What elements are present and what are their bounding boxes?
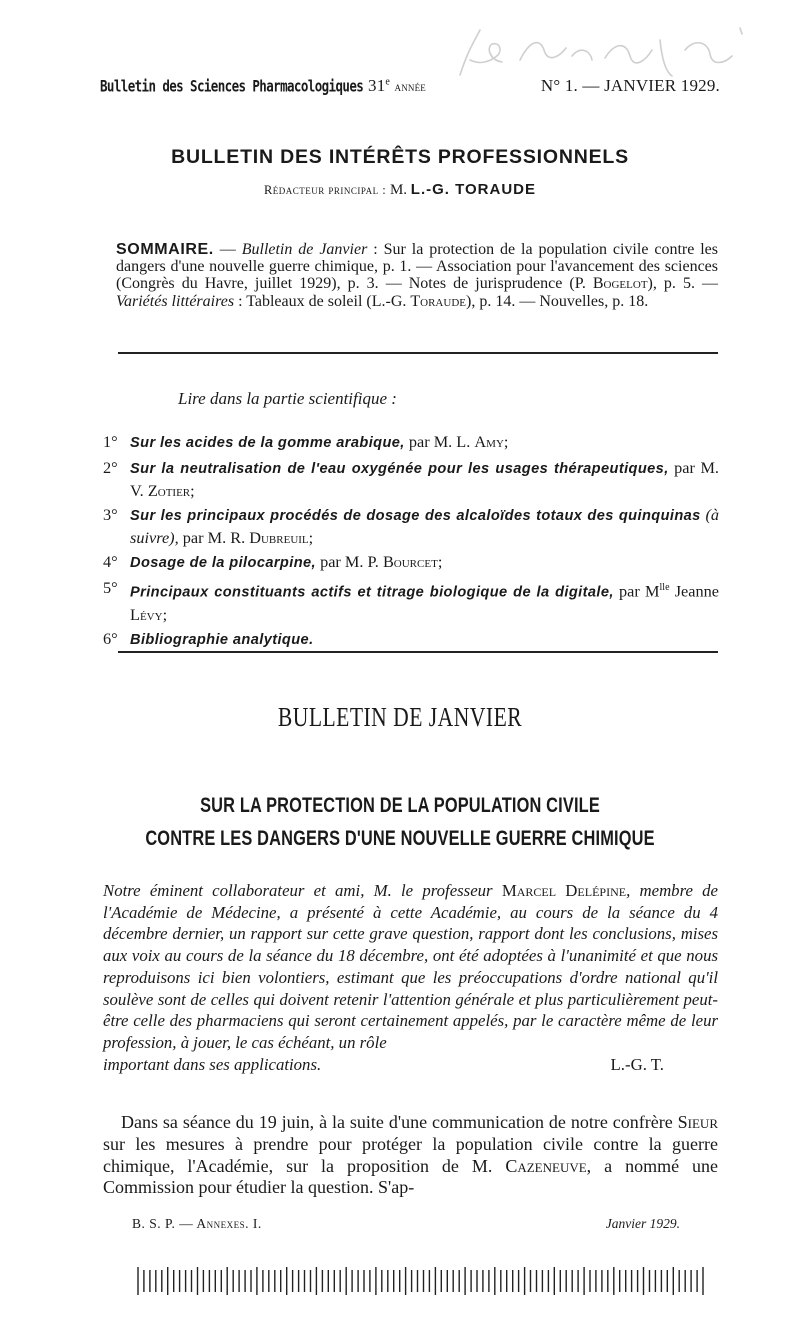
scientific-contents-list xyxy=(103,431,719,653)
section-title: BULLETIN DES INTÉRÊTS PROFESSIONNELS xyxy=(171,146,629,168)
divider xyxy=(118,651,718,653)
footer-reference: B. S. P. — Annexes. I. xyxy=(132,1216,262,1231)
footer-date: Janvier 1929. xyxy=(605,1216,680,1231)
summary: SOMMAIRE. — Bulletin de Janvier : Sur la protection de la population civile contre les dangers d'une nouvelle guerre chimique, p. 1. — Association pour l'avancement des sciences (Congrès du Havre, juillet 1929), p. 3. — Notes de jurisprudence (P. Bogelot), p. 5. — Variétés littéraires : Tableaux de soleil (L.-G. Toraude), p. 14. — Nouvelles, p. 18. xyxy=(116,241,719,310)
divider xyxy=(118,352,718,354)
scientific-part-heading: Lire dans la partie scientifique : xyxy=(178,389,397,408)
editor-introduction: Notre éminent collaborateur et ami, M. le professeur Marcel Delépine, membre de l'Académie de Médecine, a présenté à cette Académie, au cours de la séance du 4 décembre dernier, un rapport sur cette grave question, rapport dont les conclusions, mises aux voix au cours de la séance du 18 décembre, ont été adoptées à l'unanimité et que nous reproduisons ici bien volontiers, estimant que les préoccupations d'ordre national qu'il soulève sont de celles qui doivent retenir l'attention générale et plus particulièrement peut-être celle des pharmaciens qui seront certainement appelés, par le caractère même de leur profession, à jouer, le cas échéant, un rôle important dans ses applications. L.-G. T. xyxy=(103,881,718,1074)
measurement-scale xyxy=(137,1266,704,1296)
article-title-line2: CONTRE LES DANGERS D'UNE NOUVELLE GUERRE CHIMIQUE xyxy=(145,827,655,850)
journal-name: Bulletin des Sciences Pharmacologiques xyxy=(100,75,364,96)
list-item: 2° Sur la neutralisation de l'eau oxygénée pour les usages thérapeutiques, par M. V. Zotier; xyxy=(103,457,719,501)
page-title: BULLETIN DE JANVIER xyxy=(277,702,523,732)
signature: L.-G. T. xyxy=(610,1054,664,1074)
list-item: 5° Principaux constituants actifs et titrage biologique de la digitale, par $M^{lle}$ Jeanne Lévy; xyxy=(103,578,720,624)
body-paragraph: Dans sa séance du 19 juin, à la suite d'une communication de notre confrère Sieur sur les mesures à prendre pour protéger la population civile contre la guerre chimique, l'Académie, sur la proposition de M. Cazeneuve, a nommé une Commission pour étudier la question. S'ap- xyxy=(103,1112,718,1198)
editor-line: Rédacteur principal : M. L.-G. TORAUDE xyxy=(263,181,537,198)
issue-number: N° 1. — JANVIER 1929. xyxy=(540,76,720,95)
list-item: 3° Sur les principaux procédés de dosage des alcaloïdes totaux des quinquinas (à suivre), par M. R. Dubreuil; xyxy=(103,505,720,548)
list-item: 6° Bibliographie analytique. xyxy=(103,628,314,648)
list-item: 1° Sur les acides de la gomme arabique, par M. L. Amy; xyxy=(103,432,509,451)
list-item: 4° Dosage de la pilocarpine, par M. P. Bourcet; xyxy=(103,552,443,572)
running-head xyxy=(100,74,720,100)
volume-year: 31e année xyxy=(368,76,426,95)
article-title-line1: SUR LA PROTECTION DE LA POPULATION CIVILE xyxy=(200,794,600,817)
